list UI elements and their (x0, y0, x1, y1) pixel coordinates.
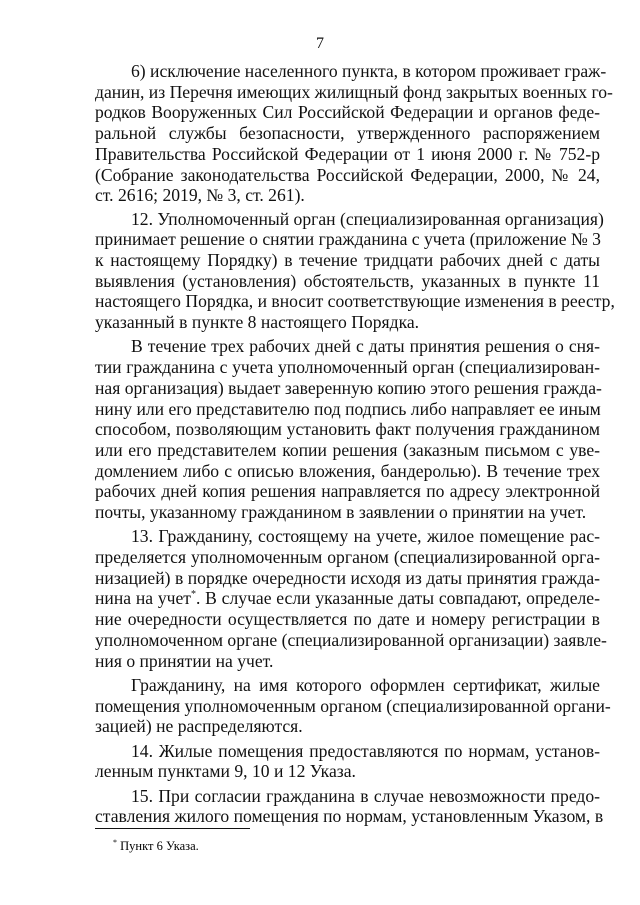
text-line: настоящего Порядка, и вносит соответствующие изменения в реестр, (95, 291, 615, 311)
text-line: ст. 2616; 2019, № 3, ст. 261). (95, 185, 305, 205)
text-line: зацией) не распределяются. (95, 716, 303, 736)
text-line: Гражданину, на имя которого оформлен сертификат, жилые (131, 675, 600, 695)
text-line: 14. Жилые помещения предоставляются по нормам, установ- (131, 741, 600, 761)
text-line: низацией) в порядке очередности исходя из даты принятия гражда- (95, 568, 600, 588)
text-fragment: . В случае если указанные даты совпадают, определе- (195, 588, 600, 608)
text-line: способом, позволяющим установить факт получения гражданином (95, 419, 600, 439)
text-fragment: нина на учет (95, 588, 191, 608)
text-line: нину или его представителю под подпись либо направляет ее иным (95, 399, 601, 419)
text-line: домлением либо с описью вложения, бандеролью). В течение трех (95, 461, 600, 481)
text-line: указанный в пункте 8 настоящего Порядка. (95, 312, 420, 332)
text-line: уполномоченном органе (специализированной организации) заявле- (95, 630, 607, 650)
footnote-mark: * (113, 838, 117, 847)
text-line: к настоящему Порядку) в течение тридцати рабочих дней с даты (95, 250, 600, 270)
footnote (113, 838, 199, 854)
text-line: 13. Гражданину, состоящему на учете, жилое помещение рас- (131, 526, 600, 546)
footnote-reference: * (190, 589, 196, 600)
text-line: 15. При согласии гражданина в случае невозможности предо- (131, 786, 600, 806)
text-line: ная организация) выдает заверенную копию этого решения гражда- (95, 378, 602, 398)
text-line: пределяется уполномоченным органом (специализированной орга- (95, 547, 600, 567)
footnote-text: Пункт 6 Указа. (120, 839, 199, 853)
text-line: родков Вооруженных Сил Российской Федерации и органов феде- (95, 102, 600, 122)
text-line: 6) исключение населенного пункта, в котором проживает граж- (131, 61, 607, 81)
text-line: Правительства Российской Федерации от 1 июня 2000 г. № 752-р (95, 144, 600, 164)
text-line: тии гражданина с учета уполномоченный орган (специализирован- (95, 357, 600, 377)
text-line: 12. Уполномоченный орган (специализированная организация) (131, 209, 604, 229)
text-line: ставления жилого помещения по нормам, установленным Указом, в (95, 806, 604, 826)
text-line: ния о принятии на учет. (95, 651, 274, 671)
page-number: 7 (316, 35, 324, 52)
text-line: или его представителем копии решения (заказным письмом с уве- (95, 440, 600, 460)
text-line: В течение трех рабочих дней с даты принятия решения о сня- (131, 336, 600, 356)
text-line: почты, указанному гражданином в заявлении о принятии на учет. (95, 502, 587, 522)
text-line: помещения уполномоченным органом (специализированной органи- (95, 696, 611, 716)
text-line (95, 587, 600, 609)
text-line: ние очередности осуществляется по дате и номеру регистрации в (95, 609, 600, 629)
text-line: данин, из Перечня имеющих жилищный фонд закрытых военных го- (95, 82, 613, 102)
text-line: ленным пунктами 9, 10 и 12 Указа. (95, 761, 356, 781)
footnote-separator (95, 828, 250, 829)
text-line: принимает решение о снятии гражданина с учета (приложение № 3 (95, 229, 601, 249)
text-line: (Собрание законодательства Российской Федерации, 2000, № 24, (95, 165, 600, 185)
text-line: рабочих дней копия решения направляется по адресу электронной (95, 481, 600, 501)
text-line: ральной службы безопасности, утвержденного распоряжением (95, 123, 600, 143)
text-line: выявления (установления) обстоятельств, указанных в пункте 11 (95, 271, 600, 291)
